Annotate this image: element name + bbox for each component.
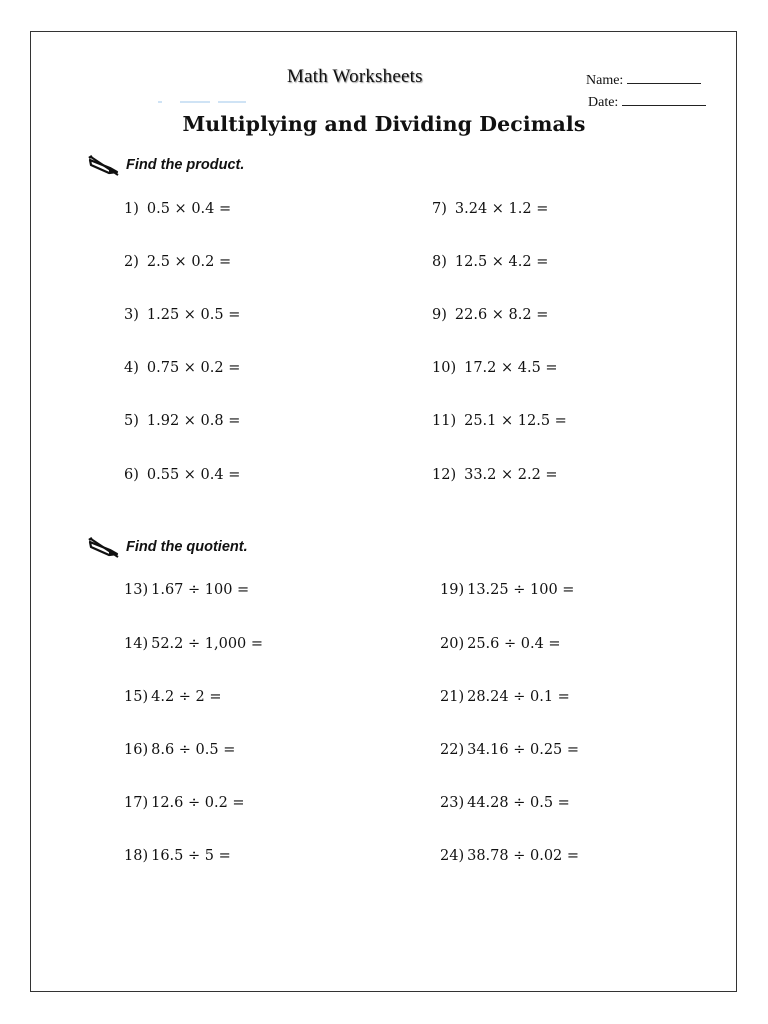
problem-item: 12) 33.2 × 2.2 = — [432, 467, 558, 483]
page-title: Multiplying and Dividing Decimals — [182, 112, 586, 136]
problem-item: 19) 13.25 ÷ 100 = — [440, 582, 575, 598]
name-field[interactable] — [586, 71, 701, 89]
problem-item: 20) 25.6 ÷ 0.4 = — [440, 636, 561, 652]
problem-item: 10) 17.2 × 4.5 = — [432, 360, 558, 376]
name-blank[interactable] — [627, 71, 701, 84]
product-section-heading — [88, 154, 244, 176]
pencil-icon — [88, 154, 120, 176]
problem-item: 22) 34.16 ÷ 0.25 = — [440, 742, 580, 758]
problem-item: 8) 12.5 × 4.2 = — [432, 254, 549, 270]
problem-item: 14) 52.2 ÷ 1,000 = — [124, 636, 264, 652]
problem-item: 6) 0.55 × 0.4 = — [124, 467, 241, 483]
faint-artifact — [158, 101, 246, 104]
problem-item: 5) 1.92 × 0.8 = — [124, 413, 241, 429]
problem-item: 7) 3.24 × 1.2 = — [432, 201, 549, 217]
problem-item: 16) 8.6 ÷ 0.5 = — [124, 742, 236, 758]
pencil-icon — [88, 536, 120, 558]
quotient-instruction: Find the quotient. — [126, 539, 248, 555]
date-label: Date: — [588, 95, 619, 110]
problem-item: 18) 16.5 ÷ 5 = — [124, 848, 231, 864]
problem-item: 1) 0.5 × 0.4 = — [124, 201, 232, 217]
problem-item: 9) 22.6 × 8.2 = — [432, 307, 549, 323]
problem-item: 3) 1.25 × 0.5 = — [124, 307, 241, 323]
name-label: Name: — [586, 73, 624, 88]
quotient-section-heading — [88, 536, 248, 558]
problem-item: 2) 2.5 × 0.2 = — [124, 254, 232, 270]
problem-item: 15) 4.2 ÷ 2 = — [124, 689, 222, 705]
date-field[interactable] — [588, 93, 706, 111]
problem-item: 17) 12.6 ÷ 0.2 = — [124, 795, 245, 811]
date-blank[interactable] — [622, 93, 706, 106]
problem-item: 13) 1.67 ÷ 100 = — [124, 582, 250, 598]
problem-item: 4) 0.75 × 0.2 = — [124, 360, 241, 376]
problem-item: 24) 38.78 ÷ 0.02 = — [440, 848, 580, 864]
problem-item: 23) 44.28 ÷ 0.5 = — [440, 795, 570, 811]
worksheet-header: Math Worksheets — [287, 66, 423, 87]
problem-item: 21) 28.24 ÷ 0.1 = — [440, 689, 570, 705]
product-instruction: Find the product. — [126, 157, 245, 173]
problem-item: 11) 25.1 × 12.5 = — [432, 413, 567, 429]
